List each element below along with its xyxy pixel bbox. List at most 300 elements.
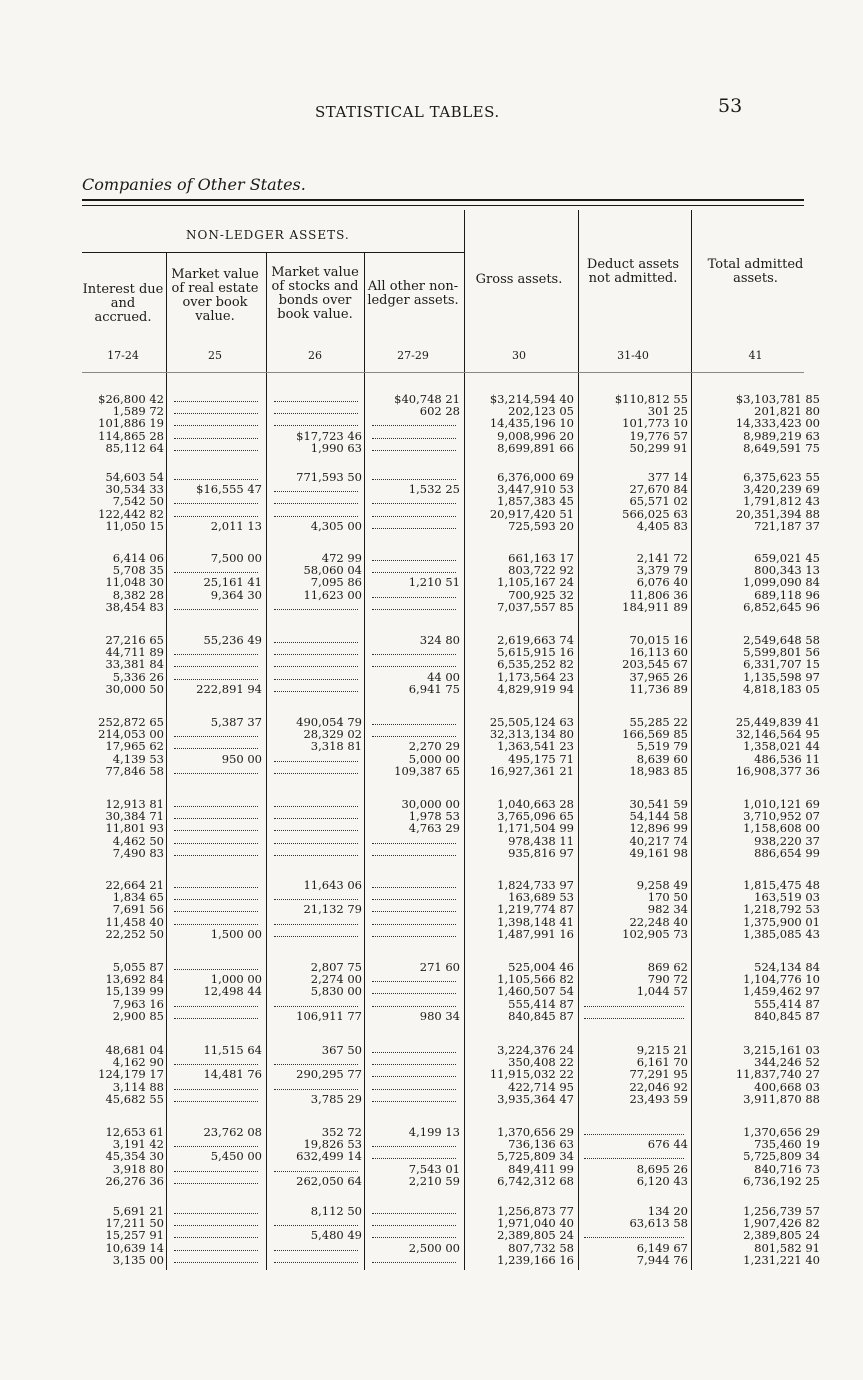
table-cell: 771,593 50 bbox=[296, 470, 362, 484]
dot-leader bbox=[174, 503, 258, 504]
table-cell: 7,037,557 85 bbox=[497, 599, 574, 614]
table-cell: 6,375,623 55 bbox=[743, 470, 820, 484]
table-cell: 7,543 01 bbox=[408, 1161, 460, 1176]
table-cell: 1,398,148 41 bbox=[497, 914, 574, 929]
table-cell: 3,215,161 03 bbox=[743, 1043, 820, 1057]
dot-leader bbox=[372, 1237, 456, 1238]
column-header: Deduct assets not admitted. bbox=[586, 257, 680, 286]
table-cell: 689,118 96 bbox=[754, 587, 820, 602]
table-cell: 11,515 64 bbox=[203, 1043, 262, 1057]
table-cell: 344,246 52 bbox=[754, 1055, 820, 1070]
table-cell: 4,305 00 bbox=[310, 518, 362, 533]
dot-leader bbox=[372, 1158, 456, 1159]
dot-leader bbox=[372, 724, 456, 725]
table-cell: 7,095 86 bbox=[310, 575, 362, 590]
dot-leader bbox=[274, 936, 358, 937]
table-cell: 12,913 81 bbox=[105, 797, 164, 811]
table-cell: 3,114 88 bbox=[112, 1079, 164, 1094]
dot-leader bbox=[274, 1171, 358, 1172]
table-cell: 6,414 06 bbox=[112, 551, 164, 565]
table-cell: 2,011 13 bbox=[210, 518, 262, 533]
table-cell: 30,000 00 bbox=[401, 797, 460, 811]
table-cell: 222,891 94 bbox=[196, 681, 262, 696]
dot-leader bbox=[174, 1101, 258, 1102]
dot-leader bbox=[372, 924, 456, 925]
table-cell: 3,918 80 bbox=[112, 1161, 164, 1176]
table-cell: 3,191 42 bbox=[112, 1137, 164, 1152]
table-cell: 1,815,475 48 bbox=[743, 878, 820, 892]
table-cell: 1,173,564 23 bbox=[497, 669, 574, 684]
dot-leader bbox=[372, 1101, 456, 1102]
column-number: 30 bbox=[512, 349, 526, 362]
dot-leader bbox=[584, 1018, 684, 1019]
table-cell: 17,965 62 bbox=[105, 739, 164, 754]
dot-leader bbox=[372, 887, 456, 888]
dot-leader bbox=[174, 736, 258, 737]
table-cell: 1,459,462 97 bbox=[743, 984, 820, 999]
dot-leader bbox=[372, 855, 456, 856]
table-cell: 1,135,598 97 bbox=[743, 669, 820, 684]
table-cell: 37,965 26 bbox=[629, 669, 688, 684]
dot-leader bbox=[584, 1158, 684, 1159]
table-cell: 262,050 64 bbox=[296, 1173, 362, 1188]
table-cell: 661,163 17 bbox=[508, 551, 574, 565]
table-cell: 1,990 63 bbox=[310, 440, 362, 455]
table-cell: 20,351,394 88 bbox=[735, 506, 820, 521]
dot-leader bbox=[372, 438, 456, 439]
header-bottom-rule bbox=[82, 372, 804, 373]
table-cell: 122,442 82 bbox=[98, 506, 164, 521]
table-cell: 1,532 25 bbox=[408, 482, 460, 497]
table-cell: 486,536 11 bbox=[754, 751, 820, 766]
dot-leader bbox=[274, 1250, 358, 1251]
dot-leader bbox=[274, 830, 358, 831]
table-cell: 25,161 41 bbox=[203, 575, 262, 590]
table-cell: 1,099,090 84 bbox=[743, 575, 820, 590]
table-cell: 1,104,776 10 bbox=[743, 972, 820, 987]
dot-leader bbox=[174, 969, 258, 970]
section-title: Companies of Other States. bbox=[82, 175, 306, 194]
table-cell: 6,149 67 bbox=[636, 1240, 688, 1255]
dot-leader bbox=[372, 899, 456, 900]
table-cell: 5,450 00 bbox=[210, 1149, 262, 1164]
table-cell: 5,000 00 bbox=[408, 751, 460, 766]
table-cell: 202,123 05 bbox=[508, 404, 574, 419]
table-cell: 980 34 bbox=[419, 1008, 460, 1023]
table-cell: 65,571 02 bbox=[629, 494, 688, 509]
table-cell: 3,710,952 07 bbox=[743, 809, 820, 824]
table-cell: 163,689 53 bbox=[508, 890, 574, 905]
table-cell: 7,542 50 bbox=[112, 494, 164, 509]
table-cell: 8,112 50 bbox=[310, 1204, 362, 1218]
table-cell: 790 72 bbox=[647, 972, 688, 987]
table-cell: 49,161 98 bbox=[629, 845, 688, 860]
table-cell: 14,481 76 bbox=[203, 1067, 262, 1082]
table-cell: 3,420,239 69 bbox=[743, 482, 820, 497]
dot-leader bbox=[372, 981, 456, 982]
table-cell: 11,801 93 bbox=[105, 821, 164, 836]
table-cell: 26,276 36 bbox=[105, 1173, 164, 1188]
column-rule bbox=[464, 210, 465, 1270]
dot-leader bbox=[274, 806, 358, 807]
table-cell: 1,105,167 24 bbox=[497, 575, 574, 590]
table-cell: 11,048 30 bbox=[105, 575, 164, 590]
table-cell: 5,725,809 34 bbox=[497, 1149, 574, 1164]
dot-leader bbox=[274, 609, 358, 610]
dot-leader bbox=[174, 1183, 258, 1184]
dot-leader bbox=[274, 818, 358, 819]
dot-leader bbox=[372, 1146, 456, 1147]
table-cell: 400,668 03 bbox=[754, 1079, 820, 1094]
table-cell: 324 80 bbox=[419, 633, 460, 647]
table-cell: 5,708 35 bbox=[112, 563, 164, 578]
table-cell: 11,623 00 bbox=[303, 587, 362, 602]
table-cell: 101,886 19 bbox=[98, 416, 164, 431]
table-cell: 1,256,873 77 bbox=[497, 1204, 574, 1218]
table-cell: 54,144 58 bbox=[629, 809, 688, 824]
table-cell: 40,217 74 bbox=[629, 833, 688, 848]
dot-leader bbox=[174, 806, 258, 807]
table-cell: 44,711 89 bbox=[105, 645, 164, 660]
table-cell: 7,944 76 bbox=[636, 1252, 688, 1267]
table-cell: 9,008,996 20 bbox=[497, 428, 574, 443]
dot-leader bbox=[372, 736, 456, 737]
table-cell: 800,343 13 bbox=[754, 563, 820, 578]
table-cell: $16,555 47 bbox=[196, 482, 262, 497]
table-cell: 1,978 53 bbox=[408, 809, 460, 824]
dot-leader bbox=[174, 830, 258, 831]
table-cell: 2,270 29 bbox=[408, 739, 460, 754]
table-cell: 1,000 00 bbox=[210, 972, 262, 987]
column-header: All other non-ledger assets. bbox=[367, 279, 459, 308]
table-cell: 14,435,196 10 bbox=[489, 416, 574, 431]
column-number: 26 bbox=[308, 349, 322, 362]
group-underline bbox=[82, 252, 464, 253]
dot-leader bbox=[274, 924, 358, 925]
table-cell: 472 99 bbox=[321, 551, 362, 565]
table-cell: 3,318 81 bbox=[310, 739, 362, 754]
table-cell: 1,487,991 16 bbox=[497, 926, 574, 941]
table-cell: 17,211 50 bbox=[105, 1216, 164, 1231]
table-cell: 7,963 16 bbox=[112, 996, 164, 1011]
dot-leader bbox=[274, 642, 358, 643]
dot-leader bbox=[174, 1006, 258, 1007]
table-cell: 1,044 57 bbox=[636, 984, 688, 999]
table-cell: 676 44 bbox=[647, 1137, 688, 1152]
dot-leader bbox=[274, 666, 358, 667]
dot-leader bbox=[174, 1064, 258, 1065]
dot-leader bbox=[174, 1237, 258, 1238]
table-cell: 5,336 26 bbox=[112, 669, 164, 684]
page-number: 53 bbox=[718, 95, 743, 117]
column-rule bbox=[266, 253, 267, 1270]
dot-leader bbox=[174, 924, 258, 925]
dot-leader bbox=[274, 401, 358, 402]
table-cell: 23,493 59 bbox=[629, 1091, 688, 1106]
dot-leader bbox=[372, 911, 456, 912]
table-cell: 301 25 bbox=[647, 404, 688, 419]
column-rule bbox=[364, 253, 365, 1270]
dot-leader bbox=[174, 438, 258, 439]
table-cell: 9,215 21 bbox=[636, 1043, 688, 1057]
table-cell: 45,354 30 bbox=[105, 1149, 164, 1164]
dot-leader bbox=[174, 413, 258, 414]
dot-leader bbox=[372, 1052, 456, 1053]
table-cell: 6,742,312 68 bbox=[497, 1173, 574, 1188]
table-cell: 566,025 63 bbox=[622, 506, 688, 521]
table-cell: 12,653 61 bbox=[105, 1125, 164, 1139]
table-cell: 13,692 84 bbox=[105, 972, 164, 987]
table-cell: 1,171,504 99 bbox=[497, 821, 574, 836]
column-header: Market value of real estate over book value. bbox=[171, 267, 259, 324]
table-cell: 6,161 70 bbox=[636, 1055, 688, 1070]
column-number: 25 bbox=[208, 349, 222, 362]
dot-leader bbox=[372, 516, 456, 517]
table-cell: 1,010,121 69 bbox=[743, 797, 820, 811]
table-cell: 2,210 59 bbox=[408, 1173, 460, 1188]
table-cell: 30,541 59 bbox=[629, 797, 688, 811]
column-rule bbox=[166, 253, 167, 1270]
table-cell: 4,763 29 bbox=[408, 821, 460, 836]
table-cell: 184,911 89 bbox=[622, 599, 688, 614]
dot-leader bbox=[174, 843, 258, 844]
table-cell: $3,103,781 85 bbox=[735, 392, 820, 406]
table-cell: 525,004 46 bbox=[508, 960, 574, 974]
dot-leader bbox=[372, 1089, 456, 1090]
dot-leader bbox=[174, 572, 258, 573]
table-cell: 1,105,566 82 bbox=[497, 972, 574, 987]
table-cell: 11,736 89 bbox=[629, 681, 688, 696]
table-cell: 2,141 72 bbox=[636, 551, 688, 565]
column-header: Market value of stocks and bonds over book value. bbox=[271, 265, 359, 322]
table-cell: 6,076 40 bbox=[636, 575, 688, 590]
table-cell: 134 20 bbox=[647, 1204, 688, 1218]
table-cell: 1,589 72 bbox=[112, 404, 164, 419]
table-cell: 602 28 bbox=[419, 404, 460, 419]
dot-leader bbox=[174, 1213, 258, 1214]
table-cell: 30,534 33 bbox=[105, 482, 164, 497]
table-cell: 109,387 65 bbox=[394, 763, 460, 778]
table-cell: 3,765,096 65 bbox=[497, 809, 574, 824]
dot-leader bbox=[174, 1089, 258, 1090]
table-cell: 1,363,541 23 bbox=[497, 739, 574, 754]
table-cell: $17,723 46 bbox=[296, 428, 362, 443]
table-cell: 555,414 87 bbox=[754, 996, 820, 1011]
dot-leader bbox=[274, 1064, 358, 1065]
table-cell: $3,214,594 40 bbox=[489, 392, 574, 406]
table-cell: 8,649,591 75 bbox=[743, 440, 820, 455]
column-header: Total admitted assets. bbox=[707, 257, 804, 286]
table-cell: 8,699,891 66 bbox=[497, 440, 574, 455]
dot-leader bbox=[174, 516, 258, 517]
table-cell: 22,252 50 bbox=[105, 926, 164, 941]
table-cell: 377 14 bbox=[647, 470, 688, 484]
table-cell: 19,826 53 bbox=[303, 1137, 362, 1152]
table-cell: 5,691 21 bbox=[112, 1204, 164, 1218]
table-cell: 807,732 58 bbox=[508, 1240, 574, 1255]
table-cell: $40,748 21 bbox=[394, 392, 460, 406]
column-number: 17-24 bbox=[107, 349, 139, 362]
dot-leader bbox=[372, 1225, 456, 1226]
table-cell: 978,438 11 bbox=[508, 833, 574, 848]
table-cell: 55,236 49 bbox=[203, 633, 262, 647]
table-cell: 14,333,423 00 bbox=[735, 416, 820, 431]
table-cell: 6,535,252 82 bbox=[497, 657, 574, 672]
table-cell: 350,408 22 bbox=[508, 1055, 574, 1070]
dot-leader bbox=[584, 1006, 684, 1007]
table-cell: 725,593 20 bbox=[508, 518, 574, 533]
table-cell: 495,175 71 bbox=[508, 751, 574, 766]
dot-leader bbox=[174, 654, 258, 655]
table-cell: 12,896 99 bbox=[629, 821, 688, 836]
table-cell: 1,375,900 01 bbox=[743, 914, 820, 929]
table-cell: 1,500 00 bbox=[210, 926, 262, 941]
table-cell: 935,816 97 bbox=[508, 845, 574, 860]
table-cell: 23,762 08 bbox=[203, 1125, 262, 1139]
table-cell: 252,872 65 bbox=[98, 715, 164, 729]
table-cell: 11,050 15 bbox=[105, 518, 164, 533]
dot-leader bbox=[372, 666, 456, 667]
table-cell: 30,384 71 bbox=[105, 809, 164, 824]
table-cell: 11,458 40 bbox=[105, 914, 164, 929]
table-cell: 1,158,608 00 bbox=[743, 821, 820, 836]
table-cell: 77,291 95 bbox=[629, 1067, 688, 1082]
table-cell: 1,824,733 97 bbox=[497, 878, 574, 892]
table-cell: 22,664 21 bbox=[105, 878, 164, 892]
column-number: 31-40 bbox=[617, 349, 649, 362]
table-cell: 700,925 32 bbox=[508, 587, 574, 602]
table-cell: 2,619,663 74 bbox=[497, 633, 574, 647]
column-header: Gross assets. bbox=[475, 272, 563, 287]
table-cell: 801,582 91 bbox=[754, 1240, 820, 1255]
table-cell: 271 60 bbox=[419, 960, 460, 974]
dot-leader bbox=[274, 1225, 358, 1226]
table-cell: 1,358,021 44 bbox=[743, 739, 820, 754]
table-cell: 85,112 64 bbox=[105, 440, 164, 455]
dot-leader bbox=[174, 609, 258, 610]
column-header: Interest due and accrued. bbox=[82, 282, 164, 325]
running-title: STATISTICAL TABLES. bbox=[315, 103, 500, 121]
table-cell: 1,210 51 bbox=[408, 575, 460, 590]
table-cell: 1,239,166 16 bbox=[497, 1252, 574, 1267]
table-cell: 8,989,219 63 bbox=[743, 428, 820, 443]
table-cell: 18,983 85 bbox=[629, 763, 688, 778]
table-cell: 1,971,040 40 bbox=[497, 1216, 574, 1231]
table-cell: 7,490 83 bbox=[112, 845, 164, 860]
table-cell: 1,834 65 bbox=[112, 890, 164, 905]
table-cell: 2,274 00 bbox=[310, 972, 362, 987]
table-cell: 16,908,377 36 bbox=[735, 763, 820, 778]
table-cell: 27,670 84 bbox=[629, 482, 688, 497]
table-cell: 70,015 16 bbox=[629, 633, 688, 647]
table-cell: 1,385,085 43 bbox=[743, 926, 820, 941]
table-cell: 163,519 03 bbox=[754, 890, 820, 905]
table-cell: 5,725,809 34 bbox=[743, 1149, 820, 1164]
table-cell: 7,691 56 bbox=[112, 902, 164, 917]
dot-leader bbox=[372, 1213, 456, 1214]
dot-leader bbox=[174, 401, 258, 402]
table-cell: 102,905 73 bbox=[622, 926, 688, 941]
table-cell: 203,545 67 bbox=[622, 657, 688, 672]
column-rule bbox=[691, 210, 692, 1270]
table-top-rule-thin bbox=[82, 205, 804, 206]
dot-leader bbox=[274, 503, 358, 504]
table-cell: 5,830 00 bbox=[310, 984, 362, 999]
table-cell: 6,941 75 bbox=[408, 681, 460, 696]
table-cell: 2,500 00 bbox=[408, 1240, 460, 1255]
table-cell: 63,613 58 bbox=[629, 1216, 688, 1231]
dot-leader bbox=[174, 1146, 258, 1147]
table-top-rule bbox=[82, 199, 804, 201]
table-cell: 6,376,000 69 bbox=[497, 470, 574, 484]
dot-leader bbox=[174, 666, 258, 667]
table-cell: 982 34 bbox=[647, 902, 688, 917]
table-cell: 8,382 28 bbox=[112, 587, 164, 602]
table-cell: 6,852,645 96 bbox=[743, 599, 820, 614]
dot-leader bbox=[372, 1076, 456, 1077]
table-cell: 55,285 22 bbox=[629, 715, 688, 729]
table-cell: 4,199 13 bbox=[408, 1125, 460, 1139]
table-cell: 11,837,740 27 bbox=[735, 1067, 820, 1082]
dot-leader bbox=[584, 1237, 684, 1238]
table-cell: 4,162 90 bbox=[112, 1055, 164, 1070]
table-cell: 6,736,192 25 bbox=[743, 1173, 820, 1188]
table-cell: 54,603 54 bbox=[105, 470, 164, 484]
dot-leader bbox=[274, 843, 358, 844]
table-cell: 3,911,870 88 bbox=[743, 1091, 820, 1106]
table-cell: 77,846 58 bbox=[105, 763, 164, 778]
table-cell: 12,498 44 bbox=[203, 984, 262, 999]
table-cell: 15,139 99 bbox=[105, 984, 164, 999]
dot-leader bbox=[372, 1064, 456, 1065]
table-cell: 5,480 49 bbox=[310, 1228, 362, 1243]
table-cell: 6,120 43 bbox=[636, 1173, 688, 1188]
table-cell: 5,055 87 bbox=[112, 960, 164, 974]
dot-leader bbox=[174, 818, 258, 819]
dot-leader bbox=[372, 425, 456, 426]
dot-leader bbox=[584, 1134, 684, 1135]
dot-leader bbox=[174, 1250, 258, 1251]
table-cell: 3,135 00 bbox=[112, 1252, 164, 1267]
table-cell: 45,682 55 bbox=[105, 1091, 164, 1106]
dot-leader bbox=[372, 609, 456, 610]
table-cell: $26,800 42 bbox=[98, 392, 164, 406]
dot-leader bbox=[174, 855, 258, 856]
table-cell: 201,821 80 bbox=[754, 404, 820, 419]
table-cell: 32,146,564 95 bbox=[735, 727, 820, 742]
table-cell: 2,389,805 24 bbox=[497, 1228, 574, 1243]
dot-leader bbox=[274, 899, 358, 900]
table-cell: $110,812 55 bbox=[614, 392, 688, 406]
column-number: 41 bbox=[748, 349, 763, 362]
table-cell: 352 72 bbox=[321, 1125, 362, 1139]
table-cell: 28,329 02 bbox=[303, 727, 362, 742]
dot-leader bbox=[274, 679, 358, 680]
table-cell: 25,449,839 41 bbox=[735, 715, 820, 729]
table-cell: 22,046 92 bbox=[629, 1079, 688, 1094]
table-cell: 3,379 79 bbox=[636, 563, 688, 578]
table-cell: 840,845 87 bbox=[754, 1008, 820, 1023]
table-cell: 8,639 60 bbox=[636, 751, 688, 766]
dot-leader bbox=[174, 425, 258, 426]
table-cell: 4,818,183 05 bbox=[743, 681, 820, 696]
table-cell: 58,060 04 bbox=[303, 563, 362, 578]
table-cell: 849,411 99 bbox=[508, 1161, 574, 1176]
dot-leader bbox=[174, 1225, 258, 1226]
table-cell: 6,331,707 15 bbox=[743, 657, 820, 672]
table-cell: 869 62 bbox=[647, 960, 688, 974]
dot-leader bbox=[372, 450, 456, 451]
